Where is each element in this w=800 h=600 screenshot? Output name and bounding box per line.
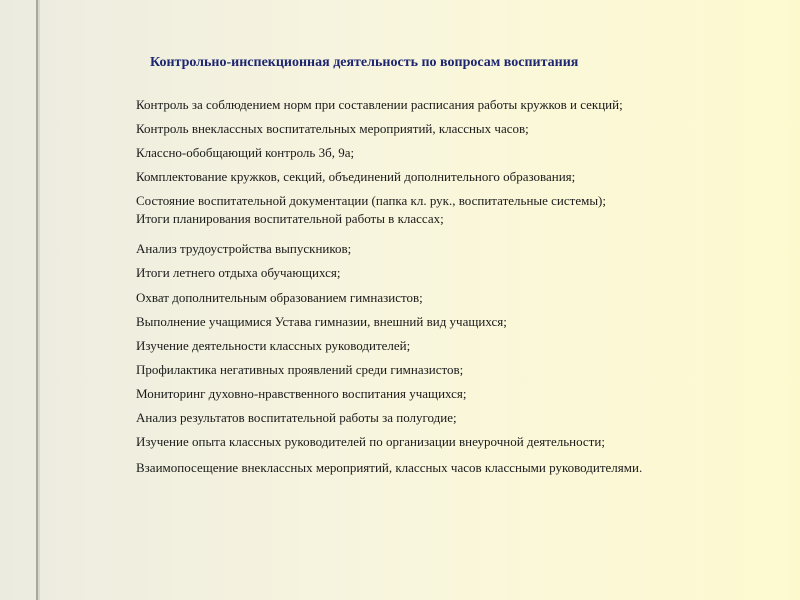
list-item: Выполнение учащимися Устава гимназии, внешний вид учащихся; [136,313,507,329]
slide-title: Контрольно-инспекционная деятельность по вопросам воспитания [150,55,579,70]
list-item: Контроль внеклассных воспитательных мероприятий, классных часов; [136,121,529,137]
slide-left-rule-shadow [38,0,40,600]
activity-list [136,96,756,485]
list-item: Итоги летнего отдыха обучающихся; [136,265,341,281]
list-item: Изучение опыта классных руководителей по организации внеурочной деятельности; [136,434,605,450]
list-item: Охват дополнительным образованием гимназистов; [136,289,423,305]
list-item: Профилактика негативных проявлений среди гимназистов; [136,361,464,377]
list-item: Мониторинг духовно-нравственного воспитания учащихся; [136,385,467,401]
list-item: Контроль за соблюдением норм при составлении расписания работы кружков и секций; [136,97,623,112]
list-item: Изучение деятельности классных руководителей; [136,337,411,353]
list-item: Состояние воспитательной документации (папка кл. рук., воспитательные системы); [136,193,606,209]
list-item: Итоги планирования воспитательной работы в классах; [136,211,444,227]
list-item: Анализ трудоустройства выпускников; [136,241,352,257]
list-item: Комплектование кружков, секций, объединений дополнительного образования; [136,169,576,185]
list-item: Классно-обобщающий контроль 3б, 9а; [136,145,355,161]
list-item: Взаимопосещение внеклассных мероприятий, классных часов классными руководителями. [136,460,643,476]
list-item: Анализ результатов воспитательной работы за полугодие; [136,410,457,426]
